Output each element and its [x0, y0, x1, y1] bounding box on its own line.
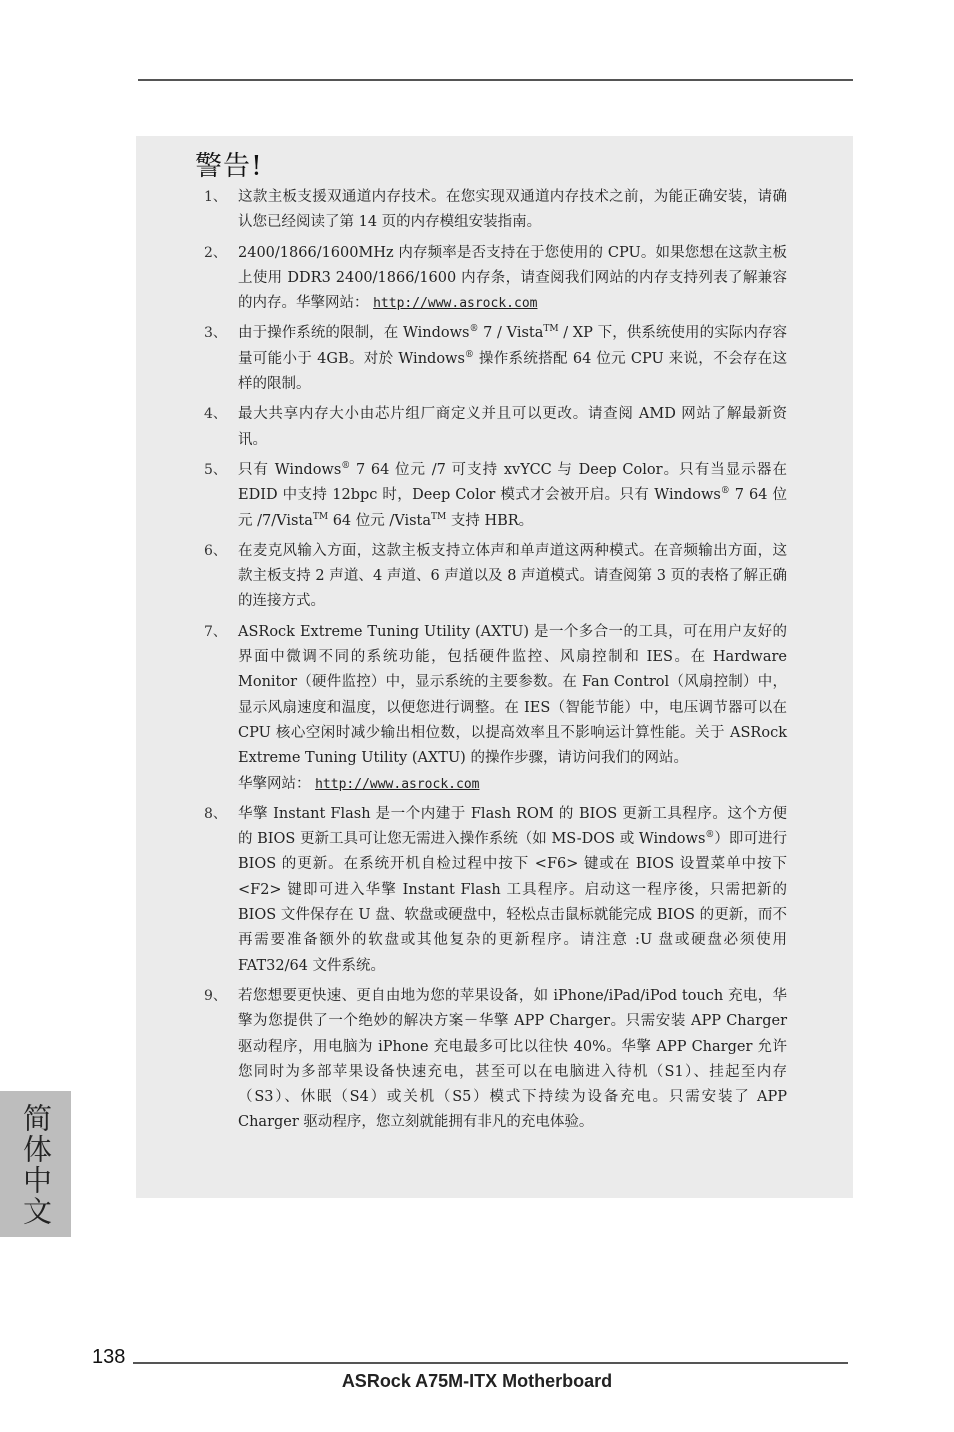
list-item — [136, 185, 853, 236]
page-number: 138 — [92, 1346, 126, 1368]
trademark-mark: TM — [312, 511, 329, 522]
registered-mark: ® — [705, 830, 715, 841]
item-number: 3、 — [204, 325, 227, 342]
list-item — [136, 241, 853, 317]
item-text: 若您想要更快速、更自由地为您的苹果设备，如 iPhone/iPad/iPod touch 充电，华擎为您提供了一个绝妙的解决方案－华擎 APP Charger。只需安装 APP Charger 驱动程序，用电脑为 iPhone 充电最多可比以往快 40%。华擎 APP Charger 允许您同时为多部苹果设备快速充电，甚至可以在电脑进入待机（S1）、挂起至内存（S3）、休眠（S4）或关机（S5）模式下持续为设备充电。只需安装了 APP Charger 驱动程序，您立刻就能拥有非凡的充电体验。 — [238, 987, 787, 1131]
list-item — [136, 402, 853, 453]
item-text: 华擎 Instant Flash 是一个内建于 Flash ROM 的 BIOS 更新工具程序。这个方便的 BIOS 更新工具可让您无需进入操作系统（如 MS-DOS 或 Windows — [238, 805, 787, 848]
item-number: 2、 — [204, 244, 227, 261]
item-text: 这款主板支援双通道内存技术。在您实现双通道内存技术之前，为能正确安装，请确认您已经阅读了第 14 页的内存模组安装指南。 — [238, 189, 787, 231]
trademark-mark: TM — [543, 324, 559, 335]
warning-box — [136, 136, 853, 1198]
list-item — [136, 984, 853, 1136]
language-side-tab — [0, 1091, 71, 1237]
item-number: 7、 — [204, 623, 227, 640]
top-rule — [138, 79, 853, 81]
item-text: 64 位元 /Vista — [328, 512, 432, 529]
item-number: 8、 — [204, 805, 227, 822]
item-number: 6、 — [204, 542, 227, 559]
list-item — [136, 539, 853, 615]
bottom-rule — [133, 1362, 848, 1364]
item-number: 4、 — [204, 406, 227, 423]
item-text: / XP 下，供系统使用的实际内存容量可能小于 4GB。对於 Windows — [238, 325, 787, 367]
item-text: 7 / Vista — [478, 325, 544, 342]
list-item — [136, 620, 853, 797]
list-item — [136, 458, 853, 534]
item-number: 5、 — [204, 461, 227, 478]
item-text: 最大共享内存大小由芯片组厂商定义并且可以更改。请查阅 AMD 网站了解最新资讯。 — [238, 406, 787, 448]
registered-mark: ® — [341, 461, 351, 472]
item-text: ）即可进行 BIOS 的更新。在系统开机自检过程中按下 <F6> 键或在 BIOS 设置菜单中按下 <F2> 键即可进入华擎 Instant Flash 工具程序。启动这一程序後，只需把新的 BIOS 文件保存在 U 盘、软盘或硬盘中，轻松点击鼠标就能完成 BIOS 的更新，而不再需要准备额外的软盘或其他复杂的更新程序。请注意 :U 盘或硬盘必须使用 FAT32/64 文件系统。 — [238, 831, 787, 974]
item-text: 在麦克风输入方面，这款主板支持立体声和单声道这两种模式。在音频输出方面，这款主板支持 2 声道、4 声道、6 声道以及 8 声道模式。请查阅第 3 页的表格了解正确的连接方式。 — [238, 542, 787, 610]
item-text: 操作系统搭配 64 位元 CPU 来说，不会存在这样的限制。 — [238, 350, 788, 393]
list-item — [136, 802, 853, 979]
language-label: 简体中文 — [19, 1103, 53, 1227]
item-text: 2400/1866/1600MHz 内存频率是否支持在于您使用的 CPU。如果您想在这款主板上使用 DDR3 2400/1866/1600 内存条，请查阅我们网站的内存支持列表了解兼容的内存。华擎网站： — [238, 244, 787, 312]
item-number: 9、 — [204, 987, 227, 1004]
asrock-link[interactable]: http://www.asrock.com — [373, 296, 538, 312]
item-text: 华擎网站： — [238, 775, 311, 792]
item-text: 7 64 位元 /7/Vista — [238, 487, 787, 529]
trademark-mark: TM — [431, 511, 447, 522]
registered-mark: ® — [720, 486, 730, 497]
item-text: 7 64 位元 /7 可支持 xvYCC 与 Deep Color。只有当显示器在 EDID 中支持 12bpc 时，Deep Color 模式才会被开启。只有 Windows — [238, 461, 787, 504]
registered-mark: ® — [469, 324, 479, 335]
list-item — [136, 321, 853, 397]
warning-heading: 警告! — [195, 151, 263, 182]
item-text: 支持 HBR。 — [446, 512, 534, 529]
warning-list — [136, 185, 853, 1141]
asrock-link[interactable]: http://www.asrock.com — [315, 776, 480, 792]
item-number: 1、 — [204, 189, 227, 205]
registered-mark: ® — [464, 349, 474, 360]
item-text: 只有 Windows — [238, 461, 342, 478]
item-text: ASRock Extreme Tuning Utility (AXTU) 是一个多合一的工具，可在用户友好的界面中微调不同的系统功能，包括硬件监控、风扇控制和 IES。在 Hardware Monitor（硬件监控）中，显示系统的主要参数。在 Fan Control（风扇控制）中，显示风扇速度和温度，以便您进行调整。在 IES（智能节能）中，电压调节器可以在 CPU 核心空闲时减少输出相位数，以提高效率且不影响运计算性能。关于 ASRock Extreme Tuning Utility (AXTU) 的操作步骤，请访问我们的网站。 — [238, 623, 787, 767]
footer-title: ASRock A75M-ITX Motherboard — [341, 1371, 613, 1391]
item-text: 由于操作系统的限制，在 Windows — [238, 325, 470, 342]
